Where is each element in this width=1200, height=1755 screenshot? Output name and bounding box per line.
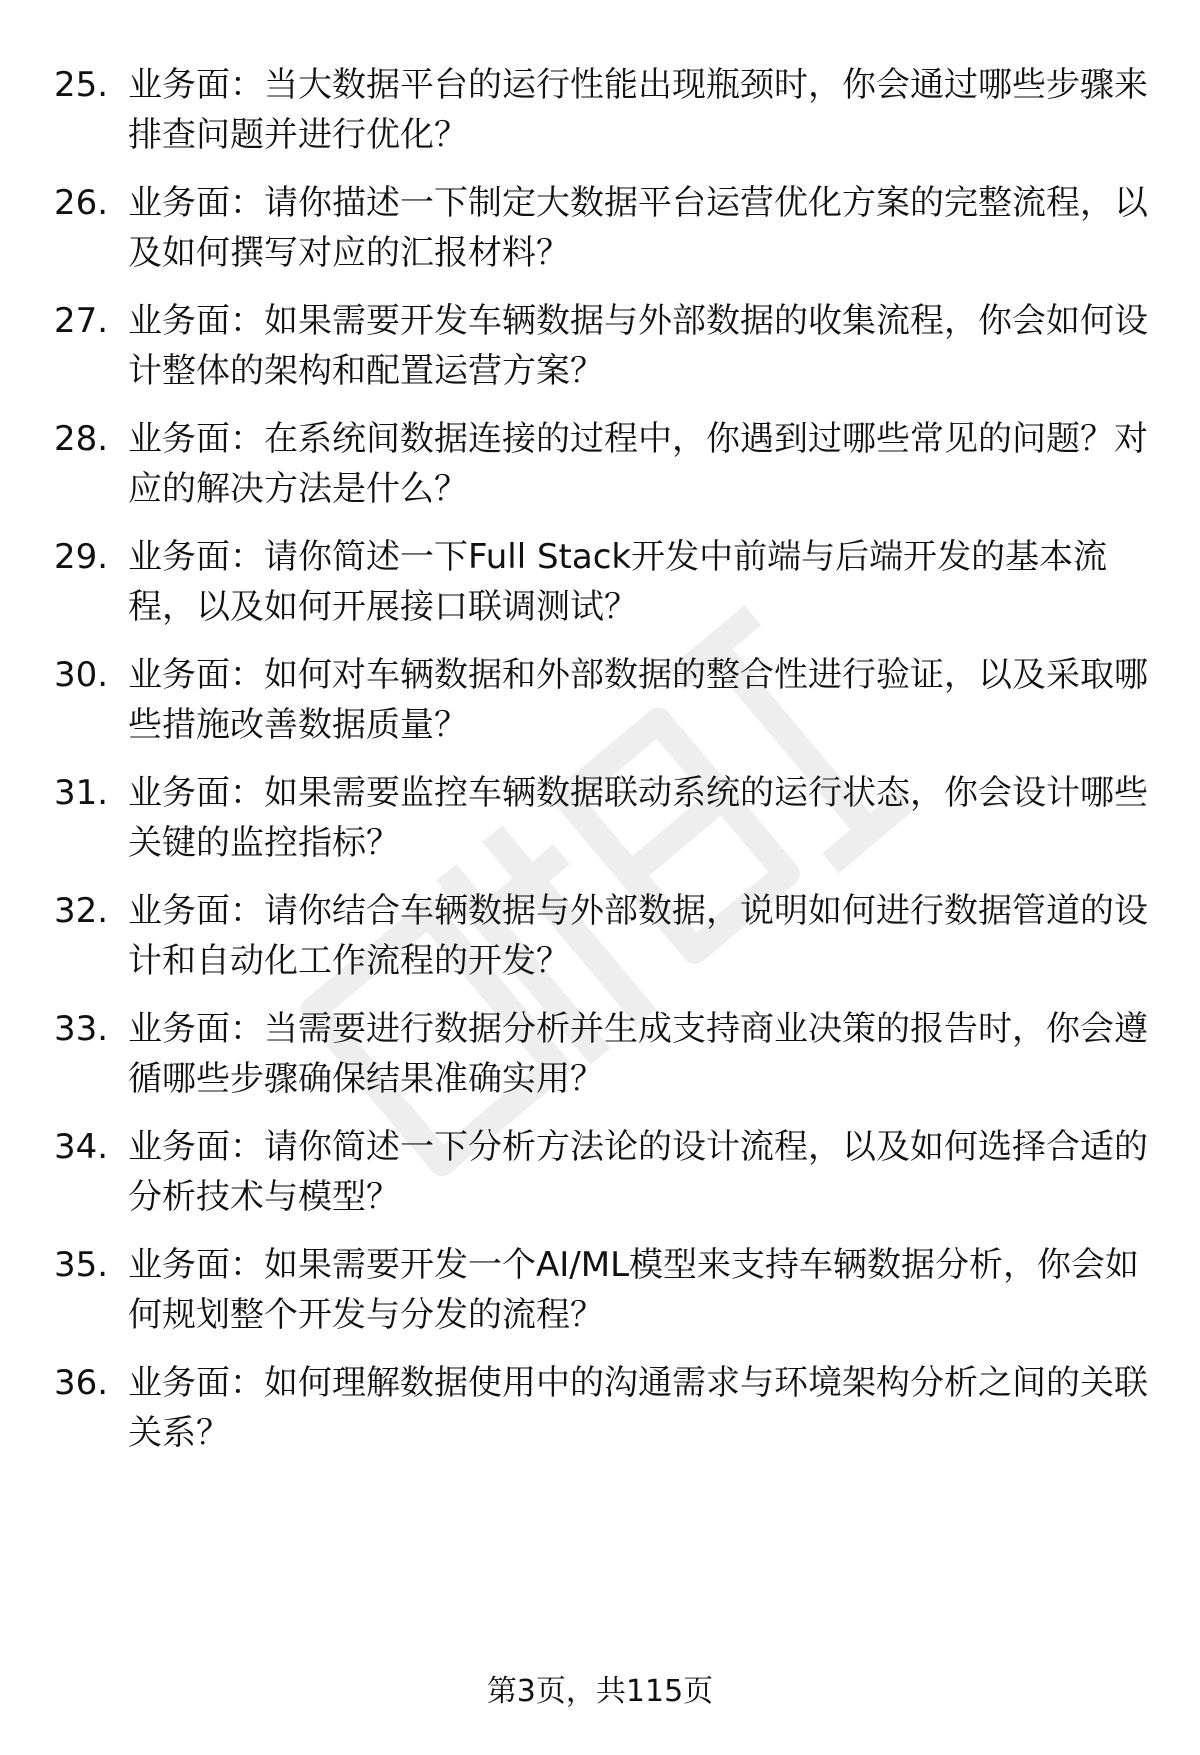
- question-item: [0, 1240, 1200, 1350]
- question-text: 业务面：如何理解数据使用中的沟通需求与环境架构分析之间的关联关系？: [128, 1363, 1148, 1453]
- question-text: 业务面：如果需要开发一个AI/ML模型来支持车辆数据分析，你会如何规划整个开发与分发的流程？: [128, 1245, 1140, 1335]
- question-text: 业务面：请你结合车辆数据与外部数据，说明如何进行数据管道的设计和自动化工作流程的开发？: [128, 891, 1148, 981]
- question-text: 业务面：当大数据平台的运行性能出现瓶颈时，你会通过哪些步骤来排查问题并进行优化？: [128, 65, 1148, 155]
- question-number: 28.: [54, 419, 109, 459]
- question-number: 36.: [54, 1363, 109, 1403]
- question-text: 业务面：当需要进行数据分析并生成支持商业决策的报告时，你会遵循哪些步骤确保结果准确实用？: [128, 1009, 1148, 1099]
- question-item: [0, 1004, 1200, 1114]
- question-text: 业务面：在系统间数据连接的过程中，你遇到过哪些常见的问题？对应的解决方法是什么？: [128, 419, 1148, 509]
- question-item: [0, 768, 1200, 878]
- question-text: 业务面：如果需要监控车辆数据联动系统的运行状态，你会设计哪些关键的监控指标？: [128, 773, 1148, 863]
- question-number: 25.: [54, 65, 109, 105]
- question-number: 34.: [54, 1127, 109, 1167]
- question-text: 业务面：如果需要开发车辆数据与外部数据的收集流程，你会如何设计整体的架构和配置运营方案？: [128, 301, 1148, 391]
- question-item: [0, 178, 1200, 288]
- page-number-footer: 第3页，共115页: [486, 1674, 714, 1709]
- question-number: 32.: [54, 891, 109, 931]
- question-text: 业务面：请你简述一下分析方法论的设计流程，以及如何选择合适的分析技术与模型？: [128, 1127, 1148, 1217]
- question-text: 业务面：请你描述一下制定大数据平台运营优化方案的完整流程，以及如何撰写对应的汇报材料？: [128, 183, 1148, 273]
- question-text: 业务面：如何对车辆数据和外部数据的整合性进行验证，以及采取哪些措施改善数据质量？: [128, 655, 1148, 745]
- question-item: [0, 886, 1200, 996]
- question-number: 30.: [54, 655, 109, 695]
- question-text: 业务面：请你简述一下Full Stack开发中前端与后端开发的基本流程，以及如何开展接口联调测试？: [128, 537, 1108, 627]
- question-number: 31.: [54, 773, 109, 813]
- question-item: [0, 60, 1200, 170]
- question-item: [0, 532, 1200, 642]
- question-number: 27.: [54, 301, 109, 341]
- question-item: [0, 650, 1200, 760]
- question-item: [0, 414, 1200, 524]
- question-item: [0, 1358, 1200, 1468]
- question-number: 29.: [54, 537, 109, 577]
- question-item: [0, 1122, 1200, 1232]
- question-number: 35.: [54, 1245, 109, 1285]
- question-item: [0, 296, 1200, 406]
- question-number: 33.: [54, 1009, 109, 1049]
- question-number: 26.: [54, 183, 109, 223]
